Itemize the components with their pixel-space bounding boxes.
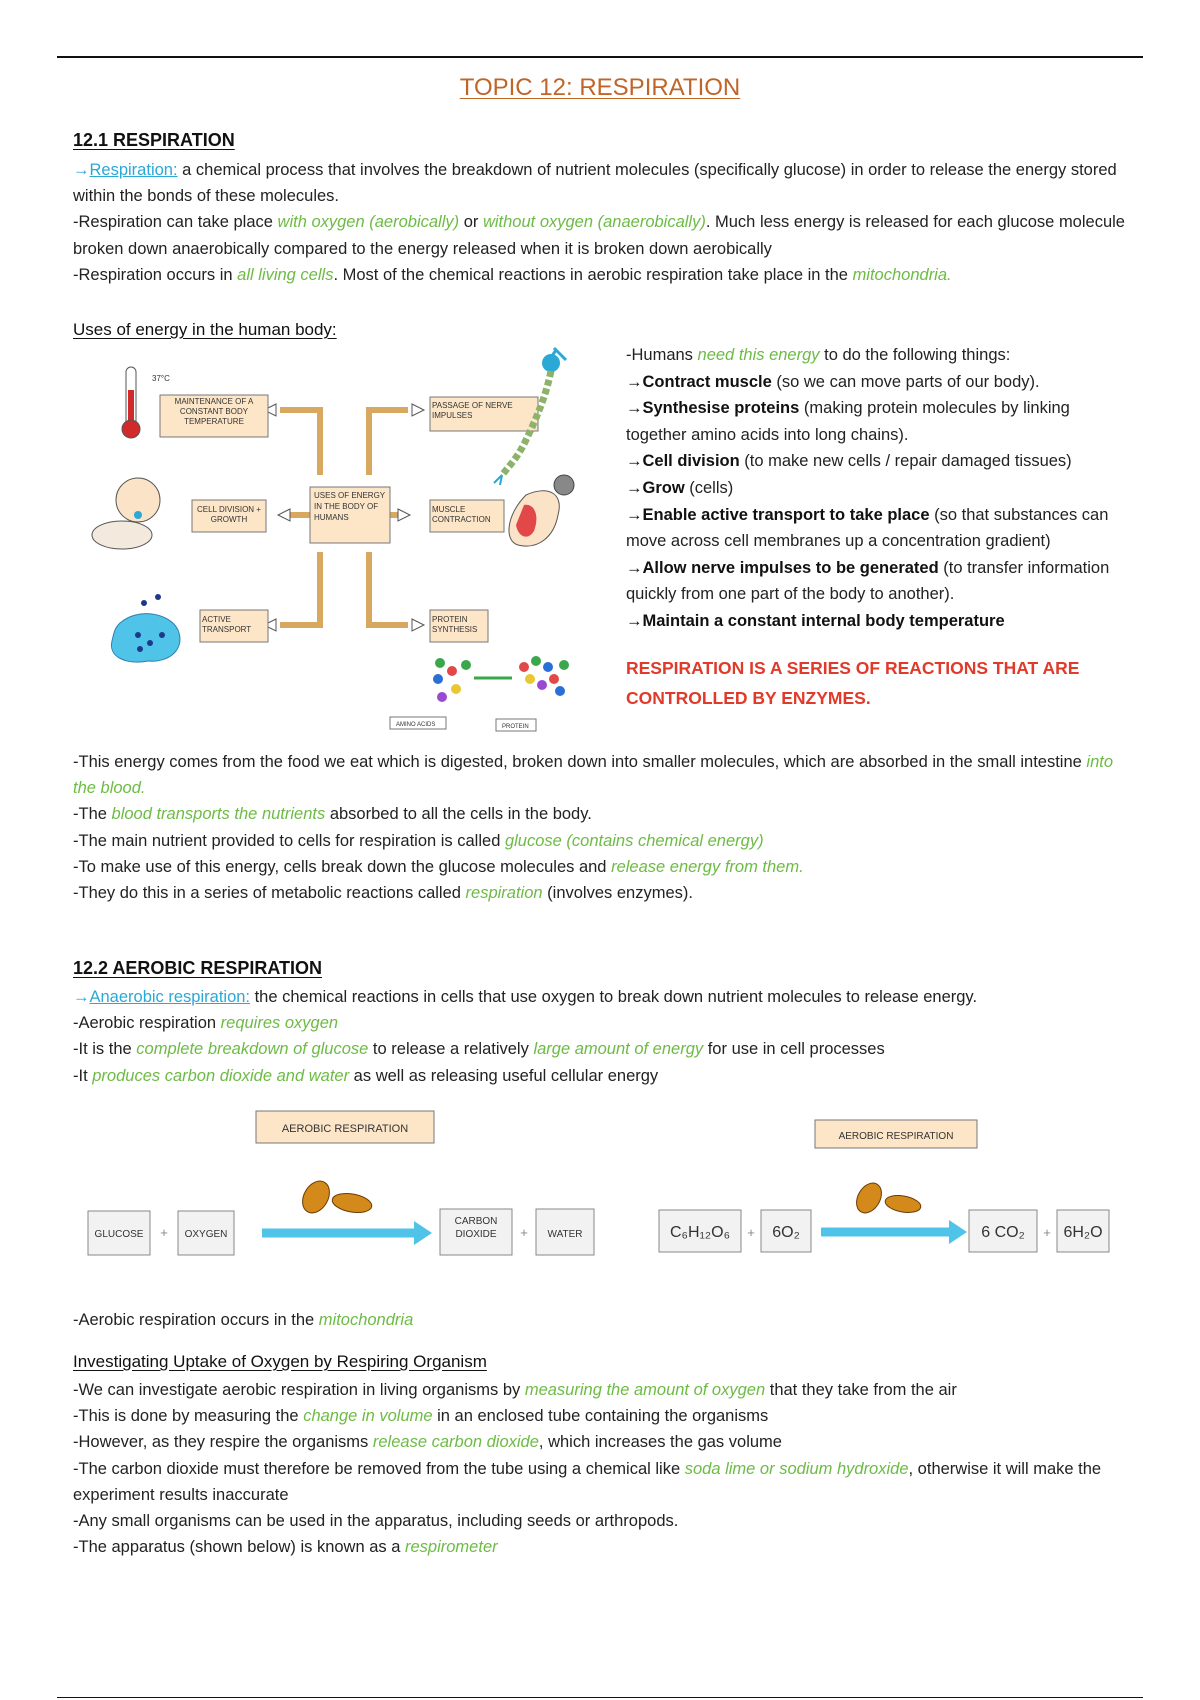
energy-line1: -This energy comes from the food we eat which is digested, broken down into smaller molecules, which are absorbed in the small intestine into the blood. — [73, 753, 1114, 798]
use-item: →Contract muscle (so we can move parts of our body). — [626, 372, 1040, 391]
chemical-equation-diagram — [655, 1110, 1115, 1260]
label-muscle: MUSCLE CONTRACTION — [432, 505, 491, 524]
use-item: →Cell division (to make new cells / repair damaged tissues) — [626, 452, 1072, 471]
protein-molecule-icon — [519, 656, 569, 696]
invest-line1: -We can investigate aerobic respiration in living organisms by measuring the amount of oxygen that they take from the air — [73, 1381, 957, 1399]
page-title: TOPIC 12: RESPIRATION — [459, 74, 741, 101]
investigation-text — [73, 1377, 1135, 1560]
plus-sign: + — [747, 1225, 755, 1240]
label-protein-synthesis: PROTEIN SYNTHESIS — [432, 615, 478, 634]
oxygen-formula: 6O₂ — [772, 1224, 800, 1241]
glucose-formula: C₆H₁₂O₆ — [669, 1224, 731, 1241]
invest-line4: -The carbon dioxide must therefore be removed from the tube using a chemical like soda lime or sodium hydroxide, otherwise it will make the experiment results inaccurate — [73, 1459, 1102, 1504]
thermometer-icon — [122, 367, 140, 438]
protein-label: PROTEIN — [502, 724, 529, 730]
mitochondria-line: -Aerobic respiration occurs in the mitochondria — [73, 1311, 414, 1329]
use-item: →Allow nerve impulses to be generated (to transfer information quickly from one part of the body to another). — [626, 558, 1110, 604]
invest-line3: -However, as they respire the organisms release carbon dioxide, which increases the gas volume — [73, 1433, 782, 1452]
carbon-dioxide-label: CARBON DIOXIDE — [454, 1216, 498, 1240]
invest-line2: -This is done by measuring the change in volume in an enclosed tube containing the organisms — [73, 1407, 769, 1426]
label-nerve: PASSAGE OF NERVE IMPULSES — [432, 401, 513, 420]
energy-text — [73, 749, 1135, 906]
amino-acid-molecules-icon — [433, 658, 471, 702]
oxygen-label: OXYGEN — [184, 1229, 228, 1240]
use-item: →Enable active transport to take place (so that substances can move across cell membranes up a concentration gradient) — [626, 505, 1109, 551]
respiration-definition: →Respiration: a chemical process that involves the breakdown of nutrient molecules (specifically glucose) in order to release the energy stored within the bonds of these molecules. — [73, 161, 1117, 206]
section2-text — [73, 984, 1135, 1089]
uses-intro: -Humans need this energy to do the following things: — [626, 346, 1011, 364]
glucose-label: GLUCOSE — [94, 1229, 144, 1240]
water-formula: 6H₂O — [1063, 1224, 1103, 1241]
uses-subheading: Uses of energy in the human body: — [73, 320, 337, 339]
term-anaerobic: Anaerobic respiration: — [89, 988, 251, 1006]
label-active-transport: ACTIVE TRANSPORT — [202, 615, 252, 634]
co2-formula: 6 CO₂ — [981, 1224, 1025, 1241]
top-rule — [57, 56, 1143, 58]
section1-text — [73, 157, 1135, 288]
investigation-subheading: Investigating Uptake of Oxygen by Respiring Organism — [73, 1352, 487, 1371]
word-equation-diagram — [80, 1105, 620, 1265]
section-heading-aerobic: 12.2 AEROBIC RESPIRATION — [73, 958, 323, 978]
arrow-icon: → — [73, 161, 90, 179]
water-label: WATER — [547, 1229, 583, 1240]
invest-line5: -Any small organisms can be used in the apparatus, including seeds or arthropods. — [73, 1512, 679, 1531]
energy-line4: -To make use of this energy, cells break down the glucose molecules and release energy from them. — [73, 857, 804, 876]
label-cell-division: CELL DIVISION + GROWTH — [197, 505, 261, 524]
enzymes-callout: RESPIRATION IS A SERIES OF REACTIONS THAT ARE CONTROLLED BY ENZYMES. — [626, 657, 1080, 708]
use-item: →Grow (cells) — [626, 478, 734, 497]
cell-blob-icon — [111, 594, 180, 662]
aerobic-definition: →Anaerobic respiration: the chemical reactions in cells that use oxygen to break down nutrient molecules to release energy. — [73, 988, 978, 1006]
term-respiration: Respiration: — [89, 161, 178, 179]
section-heading-respiration: 12.1 RESPIRATION — [73, 130, 235, 150]
mitochondria-icon — [851, 1179, 922, 1218]
energy-line2: -The blood transports the nutrients absorbed to all the cells in the body. — [73, 805, 592, 824]
reaction-arrow — [414, 1221, 432, 1245]
bottom-rule — [57, 1697, 1143, 1698]
thermo-label: 37°C — [152, 374, 170, 383]
amino-label: AMINO ACIDS — [396, 722, 436, 728]
aerobic-line2: -Aerobic respiration requires oxygen — [73, 1014, 339, 1033]
arrow-icon: → — [73, 988, 90, 1006]
plus-sign: + — [1043, 1225, 1051, 1240]
use-item: →Maintain a constant internal body temperature — [626, 611, 1005, 630]
aerobic-line4: -It produces carbon dioxide and water as well as releasing useful cellular energy — [73, 1066, 659, 1085]
use-item: →Synthesise proteins (making protein molecules by linking together amino acids into long chains). — [626, 399, 1070, 444]
arm-icon — [509, 475, 574, 546]
uses-list — [626, 342, 1126, 713]
mitochondria-icon — [297, 1176, 373, 1217]
aerobic-line3: -It is the complete breakdown of glucose to release a relatively large amount of energy for use in cell processes — [73, 1040, 885, 1059]
invest-line6: -The apparatus (shown below) is known as a respirometer — [73, 1538, 498, 1557]
baby-icon — [92, 478, 160, 549]
label-temperature: MAINTENANCE OF A CONSTANT BODY TEMPERATURE — [174, 397, 254, 426]
label-center: USES OF ENERGY IN THE BODY OF HUMANS — [314, 491, 385, 522]
respiration-line3: -Respiration occurs in all living cells. Most of the chemical reactions in aerobic respiration take place in the mitochondria. — [73, 265, 952, 284]
energy-line5: -They do this in a series of metabolic reactions called respiration (involves enzymes). — [73, 884, 693, 903]
reaction-arrow — [949, 1220, 967, 1244]
word-eq-label: AEROBIC RESPIRATION — [281, 1123, 409, 1135]
chem-eq-label: AEROBIC RESPIRATION — [838, 1131, 954, 1142]
uses-of-energy-diagram — [78, 345, 588, 735]
respiration-line2: -Respiration can take place with oxygen (aerobically) or without oxygen (anaerobically). Much less energy is released for each glucose molecule broken down anaerobically compared to the energy released when it is broken down aerobically — [73, 213, 1125, 258]
plus-sign: + — [520, 1225, 528, 1240]
energy-line3: -The main nutrient provided to cells for respiration is called glucose (contains chemical energy) — [73, 831, 764, 850]
plus-sign: + — [160, 1225, 168, 1240]
